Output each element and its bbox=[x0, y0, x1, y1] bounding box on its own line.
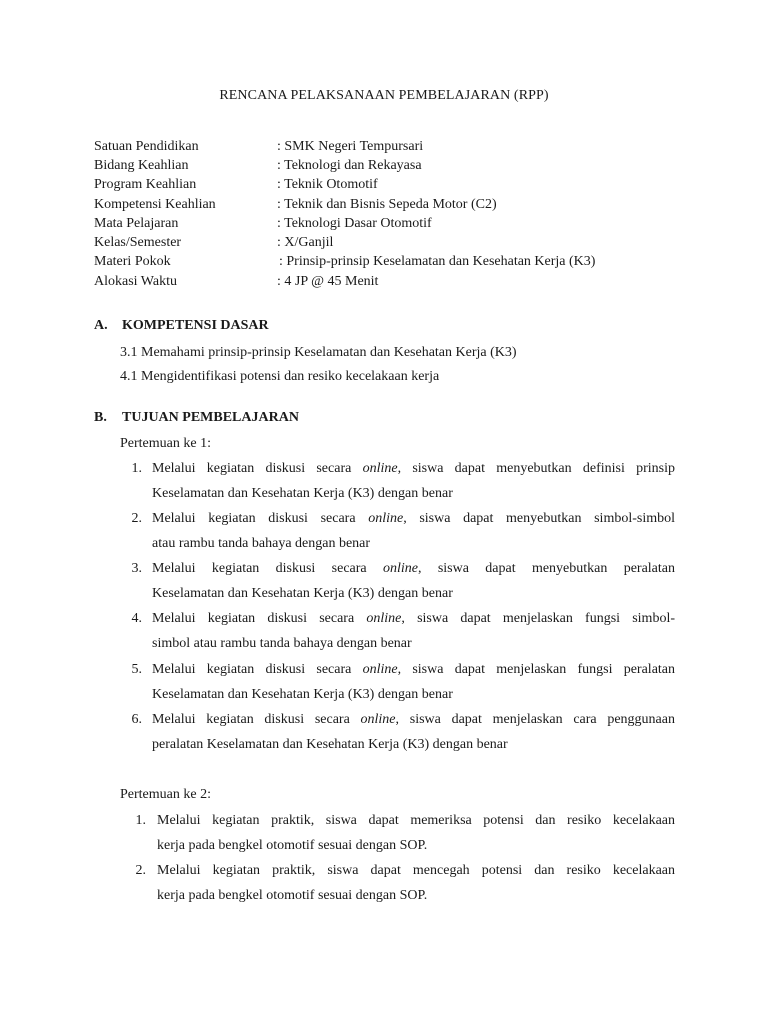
list-item-line bbox=[152, 712, 675, 728]
identity-label: Mata Pelajaran bbox=[94, 216, 179, 231]
list-item-line bbox=[152, 511, 675, 527]
meeting-1-label: Pertemuan ke 1: bbox=[120, 436, 211, 451]
list-item-line: kerja pada bengkel otomotif sesuai dengan SOP. bbox=[157, 838, 428, 853]
item-emphasis: online bbox=[366, 611, 402, 626]
list-number: 2. bbox=[135, 863, 146, 878]
item-text: Melalui kegiatan diskusi secara bbox=[152, 511, 369, 526]
list-item-line bbox=[152, 662, 675, 678]
section-a-letter: A. bbox=[94, 318, 108, 333]
list-item-line: Keselamatan dan Kesehatan Kerja (K3) dengan benar bbox=[152, 486, 453, 501]
list-item-line: simbol atau rambu tanda bahaya dengan benar bbox=[152, 636, 412, 651]
section-a-heading: KOMPETENSI DASAR bbox=[122, 318, 269, 333]
list-number: 6. bbox=[131, 712, 142, 727]
item-text: , siswa dapat menyebutkan simbol-simbol bbox=[403, 511, 676, 526]
identity-value: : Teknik Otomotif bbox=[277, 177, 378, 192]
item-emphasis: online bbox=[382, 561, 418, 576]
item-text: Melalui kegiatan diskusi secara bbox=[152, 712, 361, 727]
section-b-heading: TUJUAN PEMBELAJARAN bbox=[122, 410, 299, 425]
list-item-line: Melalui kegiatan praktik, siswa dapat mencegah potensi dan resiko kecelakaan bbox=[157, 863, 675, 878]
item-text: , siswa dapat menjelaskan fungsi peralatan bbox=[397, 662, 676, 677]
list-item-line: Keselamatan dan Kesehatan Kerja (K3) dengan benar bbox=[152, 586, 453, 601]
identity-label: Kompetensi Keahlian bbox=[94, 197, 216, 212]
item-text: , siswa dapat menjelaskan cara penggunaan bbox=[395, 712, 675, 727]
item-text: Melalui kegiatan diskusi secara bbox=[152, 461, 363, 476]
list-number: 5. bbox=[131, 662, 142, 677]
meeting-2-label: Pertemuan ke 2: bbox=[120, 787, 211, 802]
competency-item: 4.1 Mengidentifikasi potensi dan resiko kecelakaan kerja bbox=[120, 369, 440, 384]
list-number: 1. bbox=[135, 813, 146, 828]
list-item-line bbox=[152, 611, 675, 627]
identity-value: : Teknologi Dasar Otomotif bbox=[277, 216, 432, 231]
list-item-line bbox=[152, 461, 675, 477]
item-text: Melalui kegiatan diskusi secara bbox=[152, 611, 367, 626]
item-emphasis: online bbox=[362, 461, 398, 476]
item-emphasis: online bbox=[368, 511, 404, 526]
identity-label: Materi Pokok bbox=[94, 254, 171, 269]
list-item-line: Keselamatan dan Kesehatan Kerja (K3) dengan benar bbox=[152, 687, 453, 702]
item-text: , siswa dapat menyebutkan peralatan bbox=[417, 561, 675, 576]
list-item-line: atau rambu tanda bahaya dengan benar bbox=[152, 536, 371, 551]
item-text: , siswa dapat menyebutkan definisi prinsip bbox=[397, 461, 676, 476]
list-number: 3. bbox=[131, 561, 142, 576]
document-title: RENCANA PELAKSANAAN PEMBELAJARAN (RPP) bbox=[219, 88, 549, 103]
list-item-line bbox=[152, 561, 675, 577]
identity-value: : Prinsip-prinsip Keselamatan dan Kesehatan Kerja (K3) bbox=[279, 254, 596, 269]
item-text: Melalui kegiatan diskusi secara bbox=[152, 561, 383, 576]
identity-label: Satuan Pendidikan bbox=[94, 139, 199, 154]
identity-value: : Teknologi dan Rekayasa bbox=[277, 158, 422, 173]
identity-label: Program Keahlian bbox=[94, 177, 197, 192]
identity-value: : X/Ganjil bbox=[277, 235, 334, 250]
list-number: 4. bbox=[131, 611, 142, 626]
identity-value: : SMK Negeri Tempursari bbox=[277, 139, 424, 154]
list-item-line: peralatan Keselamatan dan Kesehatan Kerja (K3) dengan benar bbox=[152, 737, 508, 752]
list-item-line: kerja pada bengkel otomotif sesuai dengan SOP. bbox=[157, 888, 428, 903]
list-item-line: Melalui kegiatan praktik, siswa dapat memeriksa potensi dan resiko kecelakaan bbox=[157, 813, 675, 828]
item-text: Melalui kegiatan diskusi secara bbox=[152, 662, 363, 677]
item-text: , siswa dapat menjelaskan fungsi simbol- bbox=[401, 611, 676, 626]
identity-label: Bidang Keahlian bbox=[94, 158, 189, 173]
list-number: 2. bbox=[131, 511, 142, 526]
list-number: 1. bbox=[131, 461, 142, 476]
competency-item: 3.1 Memahami prinsip-prinsip Keselamatan dan Kesehatan Kerja (K3) bbox=[120, 345, 517, 360]
identity-label: Alokasi Waktu bbox=[94, 274, 177, 289]
item-emphasis: online bbox=[360, 712, 396, 727]
identity-label: Kelas/Semester bbox=[94, 235, 182, 250]
identity-value: : 4 JP @ 45 Menit bbox=[277, 274, 379, 289]
section-b-letter: B. bbox=[94, 410, 107, 425]
item-emphasis: online bbox=[362, 662, 398, 677]
identity-value: : Teknik dan Bisnis Sepeda Motor (C2) bbox=[277, 197, 497, 212]
